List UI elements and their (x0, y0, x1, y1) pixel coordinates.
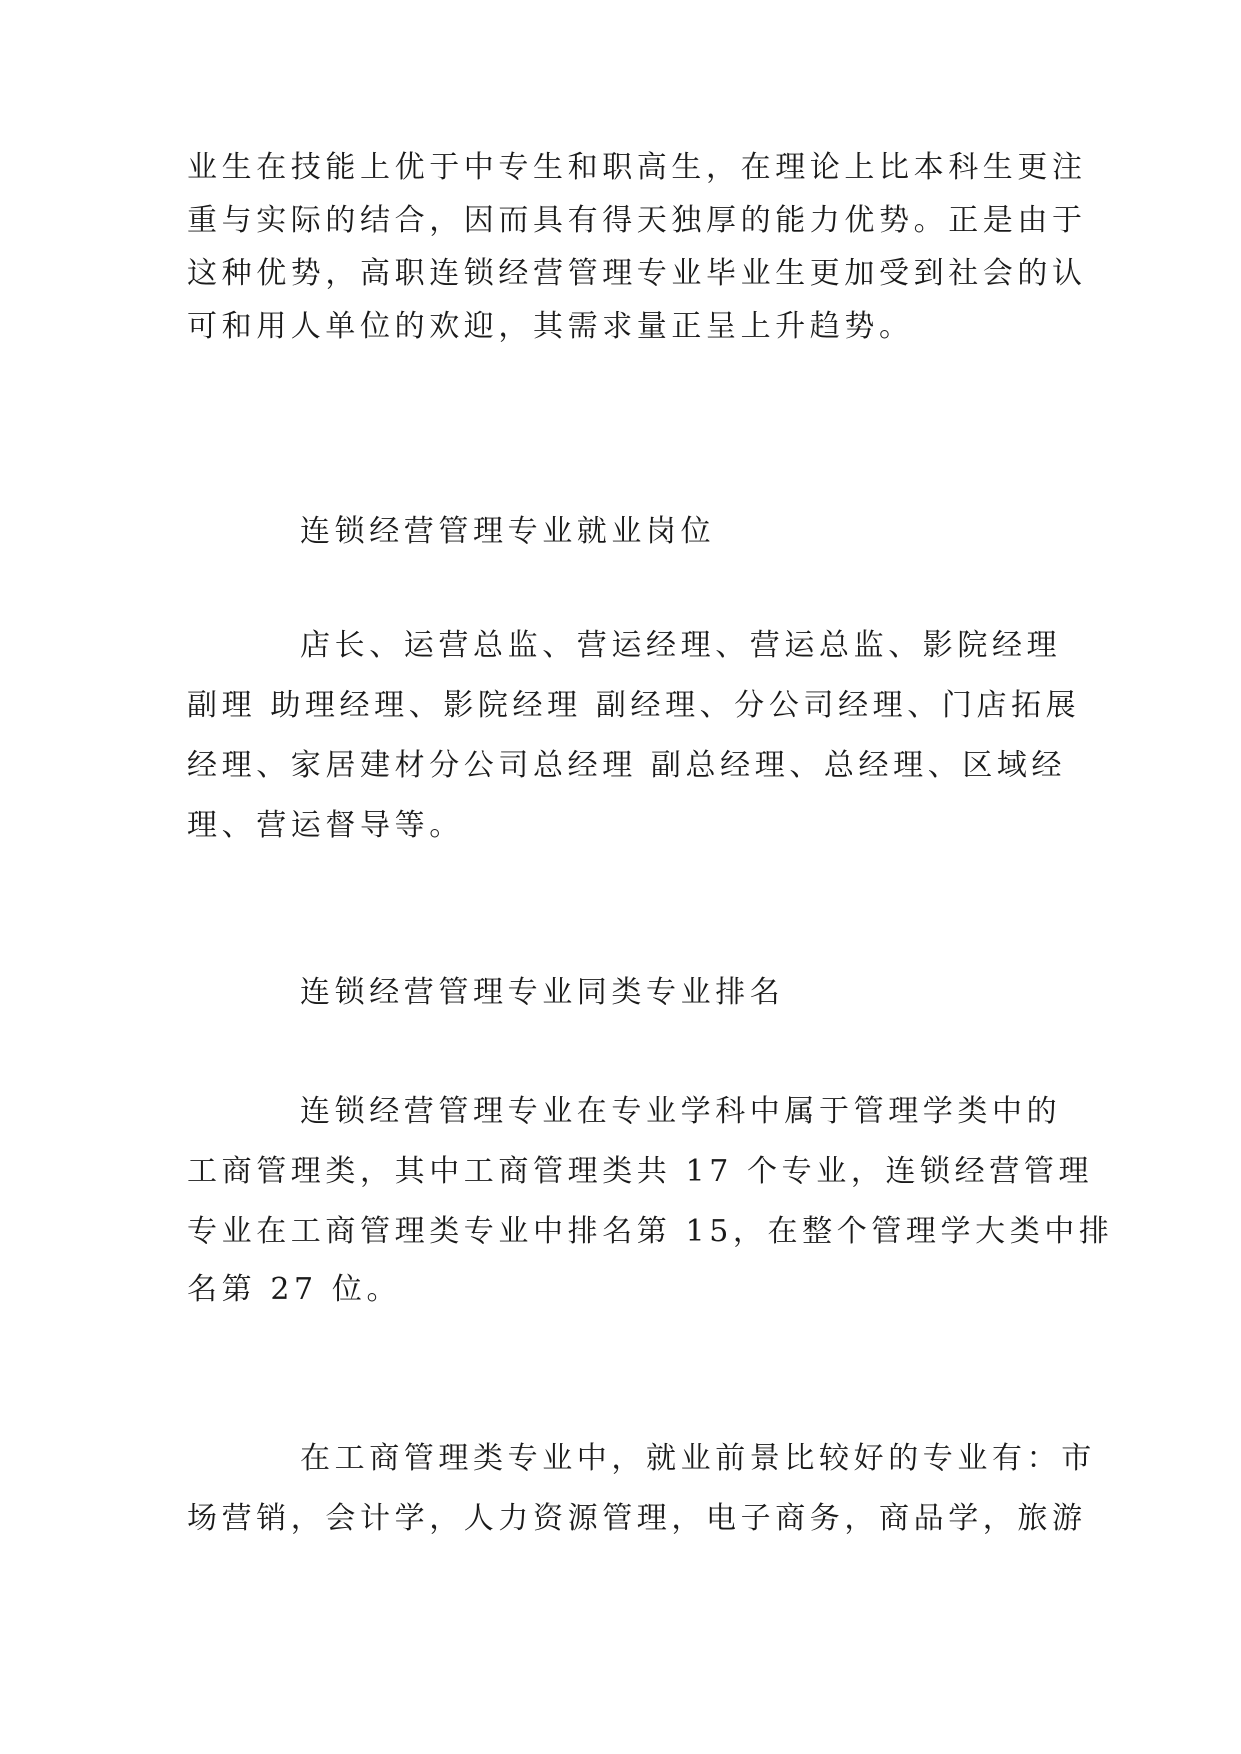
paragraph-line: 可和用人单位的欢迎，其需求量正呈上升趋势。 (187, 309, 914, 344)
section-heading-jobs: 连锁经营管理专业就业岗位 (300, 514, 716, 549)
paragraph-line: 经理、家居建材分公司总经理 副总经理、总经理、区域经 (187, 748, 1067, 783)
paragraph-line: 场营销，会计学，人力资源管理，电子商务，商品学，旅游 (187, 1501, 1087, 1536)
section-heading-ranking: 连锁经营管理专业同类专业排名 (300, 975, 785, 1010)
paragraph-line: 重与实际的结合，因而具有得天独厚的能力优势。正是由于 (187, 203, 1087, 238)
paragraph-line: 店长、运营总监、营运经理、营运总监、影院经理 (300, 628, 1062, 663)
paragraph-line: 业生在技能上优于中专生和职高生，在理论上比本科生更注 (187, 150, 1087, 185)
paragraph-line: 理、营运督导等。 (187, 808, 464, 843)
paragraph-line: 专业在工商管理类专业中排名第 15，在整个管理学大类中排 (187, 1214, 1114, 1249)
paragraph-line: 工商管理类，其中工商管理类共 17 个专业，连锁经营管理 (187, 1154, 1094, 1189)
paragraph-line: 副理 助理经理、影院经理 副经理、分公司经理、门店拓展 (187, 688, 1081, 723)
paragraph-line: 在工商管理类专业中，就业前景比较好的专业有：市 (300, 1441, 1096, 1476)
paragraph-line: 名第 27 位。 (187, 1272, 402, 1307)
paragraph-line: 连锁经营管理专业在专业学科中属于管理学类中的 (300, 1094, 1062, 1129)
paragraph-line: 这种优势，高职连锁经营管理专业毕业生更加受到社会的认 (187, 256, 1087, 291)
